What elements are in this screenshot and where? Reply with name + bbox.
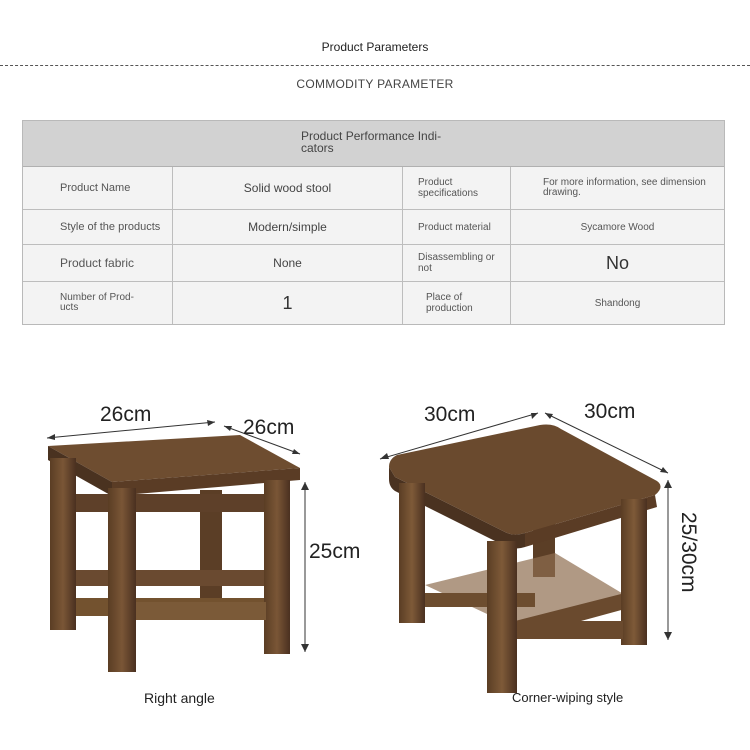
right-depth-label: 30cm <box>584 400 636 423</box>
row-value: None <box>173 245 403 281</box>
row-value-2: Sycamore Wood <box>580 221 655 233</box>
table-row <box>23 167 724 210</box>
row-value-2: No <box>605 252 629 273</box>
table-row <box>23 245 724 282</box>
row-value: Modern/simple <box>173 210 403 244</box>
left-caption: Right angle <box>144 690 215 706</box>
row-label: Product fabric <box>23 245 173 281</box>
dashed-divider <box>0 65 750 66</box>
right-width-label: 30cm <box>424 403 476 426</box>
row-value-2: For more information, see dimension drawing. <box>543 177 706 198</box>
left-width-label: 26cm <box>100 403 152 426</box>
row-label-2: Product specifications <box>403 167 511 209</box>
row-value: 1 <box>173 282 403 324</box>
table-heading <box>23 121 724 167</box>
table-heading-text: Product Performance Indi- cators <box>301 129 442 155</box>
parameter-table <box>22 120 725 325</box>
row-label-2: Disassembling or not <box>403 245 511 281</box>
row-label: Number of Prod- ucts <box>23 282 173 324</box>
row-label: Style of the products <box>23 210 173 244</box>
row-label-2: Place of production <box>403 282 511 324</box>
right-caption: Corner-wiping style <box>512 690 624 705</box>
table-row <box>23 210 724 245</box>
row-value-2: Shandong <box>594 297 641 309</box>
page-title: Product Parameters <box>321 40 429 54</box>
right-height-label: 25/30cm <box>677 512 700 593</box>
row-label-2: Product material <box>403 210 511 244</box>
left-depth-label: 26cm <box>243 416 295 439</box>
row-value: Solid wood stool <box>173 167 403 209</box>
row-label: Product Name <box>23 167 173 209</box>
section-subtitle: COMMODITY PARAMETER <box>296 77 454 91</box>
table-row <box>23 282 724 324</box>
left-height-label: 25cm <box>309 540 361 563</box>
